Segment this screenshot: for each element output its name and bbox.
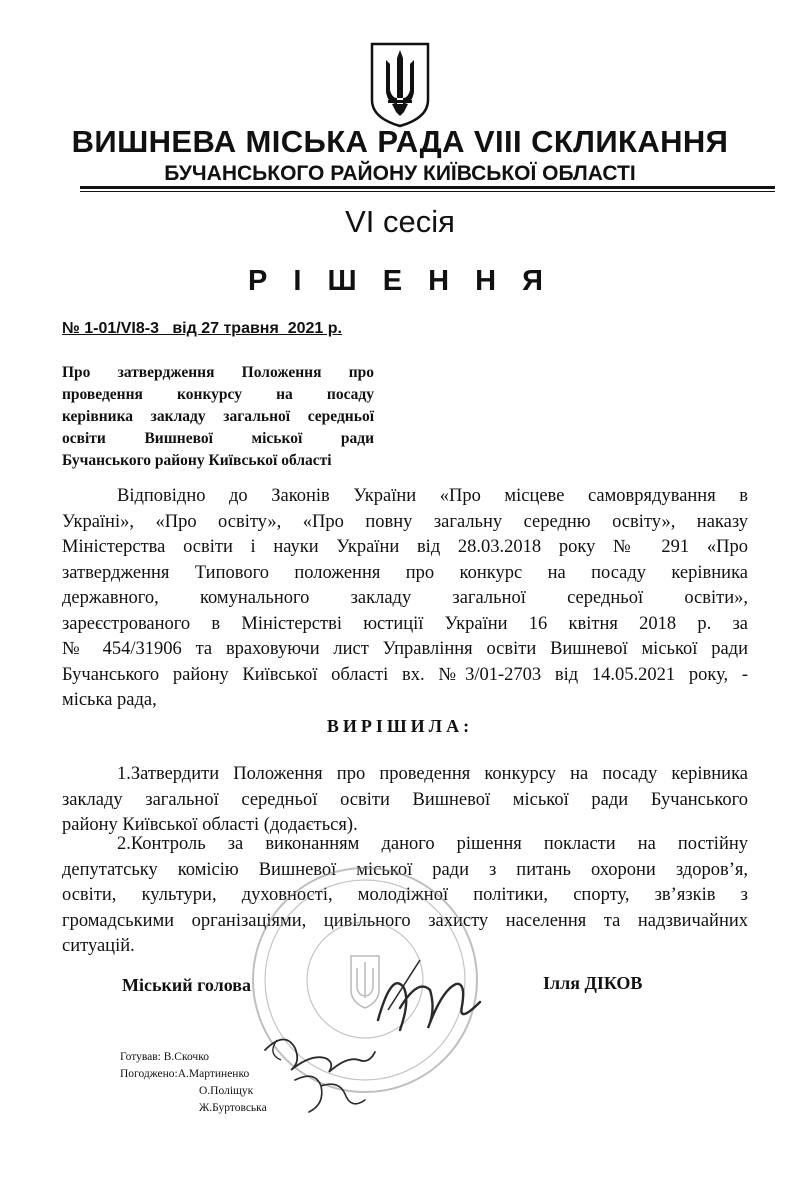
item-line: ситуацій. (62, 936, 135, 956)
preamble-line: № 454/31906 та враховуючи лист Управління освіти Вишневої міської ради (62, 639, 748, 659)
approval-signatures (255, 1020, 385, 1120)
ukraine-trident-icon (368, 40, 432, 128)
session-title: VI сесія (345, 204, 455, 239)
header-rule-thin (80, 191, 775, 192)
mayor-signature (370, 950, 490, 1040)
decision-item-1 (62, 762, 748, 839)
preamble-line: державного, комунального закладу загальної середньої освіти», (62, 588, 748, 608)
subject-line: Про затвердження Положення про (62, 364, 374, 381)
agreed-by: Ж.Буртовська (199, 1102, 267, 1114)
decided-heading: ВИРІШИЛА: (326, 716, 474, 736)
mayor-name: Ілля ДІКОВ (543, 973, 643, 993)
decision-subject (62, 362, 374, 472)
header-rule (80, 186, 775, 189)
item-line: закладу загальної середньої освіти Вишневої міської ради Бучанського (62, 789, 748, 810)
agreed-by: О.Поліщук (199, 1085, 254, 1097)
subject-line: проведення конкурсу на посаду (62, 386, 374, 403)
document-type: Р І Ш Е Н Н Я (248, 265, 552, 297)
preamble-line: Міністерства освіти і науки України від 28.03.2018 року № 291 «Про (62, 537, 748, 557)
subject-line: освіти Вишневої міської ради (62, 430, 374, 447)
preamble-paragraph (62, 484, 748, 714)
district-title: БУЧАНСЬКОГО РАЙОНУ КИЇВСЬКОЇ ОБЛАСТІ (164, 162, 636, 185)
item-line: депутатську комісію Вишневої міської ради з питань охорони здоров’я, (62, 859, 748, 880)
item-line: 2.Контроль за виконанням даного рішення покласти на постійну (117, 834, 748, 854)
mayor-title: Міський голова (122, 975, 251, 995)
item-line: освіти, культури, духовності, молодіжної політики, спорту, зв’язків з (62, 885, 748, 905)
item-line: 1.Затвердити Положення про проведення конкурсу на посаду керівника (117, 764, 748, 784)
preamble-line: затвердження Типового положення про конкурс на посаду керівника (62, 562, 748, 583)
prepared-by: Готував: В.Скочко (120, 1051, 209, 1063)
document-number: № 1-01/VІ8-3 від 27 травня 2021 р. (62, 320, 342, 337)
preamble-line: міська рада, (62, 690, 157, 710)
preamble-line: зареєстрованого в Міністерстві юстиції України 16 квітня 2018 р. за (62, 613, 748, 634)
item-line: громадськими організаціями, цивільного захисту населення та надзвичайних (62, 910, 748, 931)
subject-line: керівника закладу загальної середньої (62, 408, 374, 425)
preamble-line: Відповідно до Законів України «Про місцеве самоврядування в (117, 486, 748, 506)
council-title: ВИШНЕВА МІСЬКА РАДА VIII СКЛИКАННЯ (71, 124, 729, 159)
agreed-by: Погоджено:А.Мартиненко (120, 1068, 250, 1080)
item-line: району Київської області (додається). (62, 815, 358, 835)
preamble-line: Україні», «Про освіту», «Про повну загальну середню освіту», наказу (62, 511, 748, 532)
subject-line: Бучанського району Київської області (62, 452, 332, 469)
preamble-line: Бучанського району Київської області вх. №3/01-2703 від 14.05.2021 року, - (62, 664, 748, 685)
